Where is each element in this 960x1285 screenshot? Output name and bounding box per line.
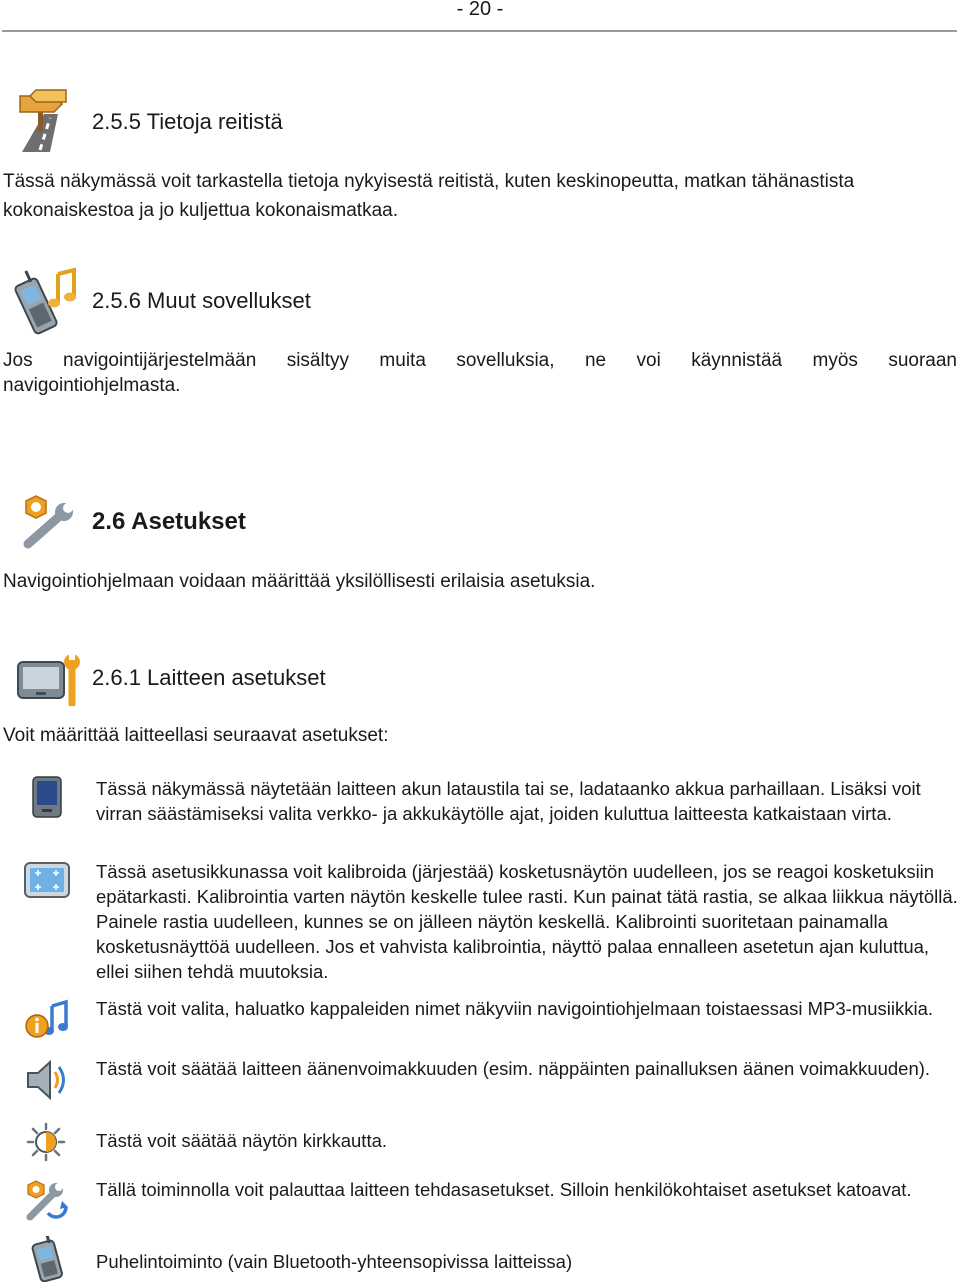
section-2-5-6-heading: 2.5.6 Muut sovellukset [92,288,311,313]
section-2-5-5-body: Tässä näkymässä voit tarkastella tietoja nykyisestä reitistä, kuten keskinopeutta, matkan tähänastista kokonaiskestoa ja jo kuljettua kokonaismatkaa. [3,171,855,221]
header-rule [2,30,957,32]
section-2-5-6-body-line1: Jos navigointijärjestelmään sisältyy muita sovelluksia, ne voi käynnistää myös suoraan [3,350,957,371]
settings-icon [16,492,76,552]
device-settings-icon [16,650,80,706]
page-number: - 20 - [456,0,504,20]
section-2-6-1-heading: 2.6.1 Laitteen asetukset [92,665,326,690]
device-setting-mp3-text: Tästä voit valita, haluatko kappaleiden nimet näkyviin navigointiohjelmaan toistaessasi MP3-musiikkia. [96,998,934,1019]
phone-icon [30,1236,64,1282]
device-setting-brightness-text: Tästä voit säätää näytön kirkkautta. [96,1130,388,1151]
section-2-6-heading: 2.6 Asetukset [92,508,246,535]
factory-reset-icon [24,1177,70,1223]
mp3-info-icon [24,996,70,1042]
device-setting-volume-text: Tästä voit säätää laitteen äänenvoimakkuuden (esim. näppäinten painalluksen äänen voimakkuuden). [96,1058,931,1079]
other-apps-icon [14,266,78,336]
section-2-6-body: Navigointiohjelmaan voidaan määrittää yksilöllisesti erilaisia asetuksia. [3,571,596,592]
brightness-icon [26,1122,66,1162]
section-2-5-6-body-line2: navigointiohjelmasta. [3,375,181,396]
power-settings-icon [32,776,62,818]
device-setting-calibration-text: Tässä asetusikkunassa voit kalibroida (järjestää) kosketusnäytön uudelleen, jos se reagoi kosketuksiin epätarkasti. Kalibrointia varten näytön keskelle tulee rasti. Kun painat tätä rastia, se alkaa liikkua näytöllä. Painele rastia uudelleen, kunnes se on jälleen näytön keskellä. Kalibrointi suoritetaan painamalla kosketusnäyttöä uudelleen. Jos et vahvista kalibrointia, näyttö palaa ennalleen asetetun ajan kuluttua, ellei siihen tehdä muutoksia. [96,861,958,982]
route-info-icon [14,84,78,154]
device-setting-phone-text: Puhelintoiminto (vain Bluetooth-yhteensopivissa laitteissa) [96,1251,573,1272]
speaker-icon [24,1058,68,1102]
device-setting-power-text: Tässä näkymässä näytetään laitteen akun lataustila tai se, ladataanko akkua parhaillaan. Lisäksi voit virran säästämiseksi valita verkko- ja akkukäytölle ajat, joiden kuluttua laitteesta katkaistaan virta. [96,778,921,824]
section-2-5-5-heading: 2.5.5 Tietoja reitistä [92,109,283,134]
calibration-icon [24,862,70,898]
section-2-6-1-intro: Voit määrittää laitteellasi seuraavat asetukset: [3,725,389,746]
device-setting-reset-text: Tällä toiminnolla voit palauttaa laitteen tehdasasetukset. Silloin henkilökohtaiset asetukset katoavat. [96,1179,912,1200]
